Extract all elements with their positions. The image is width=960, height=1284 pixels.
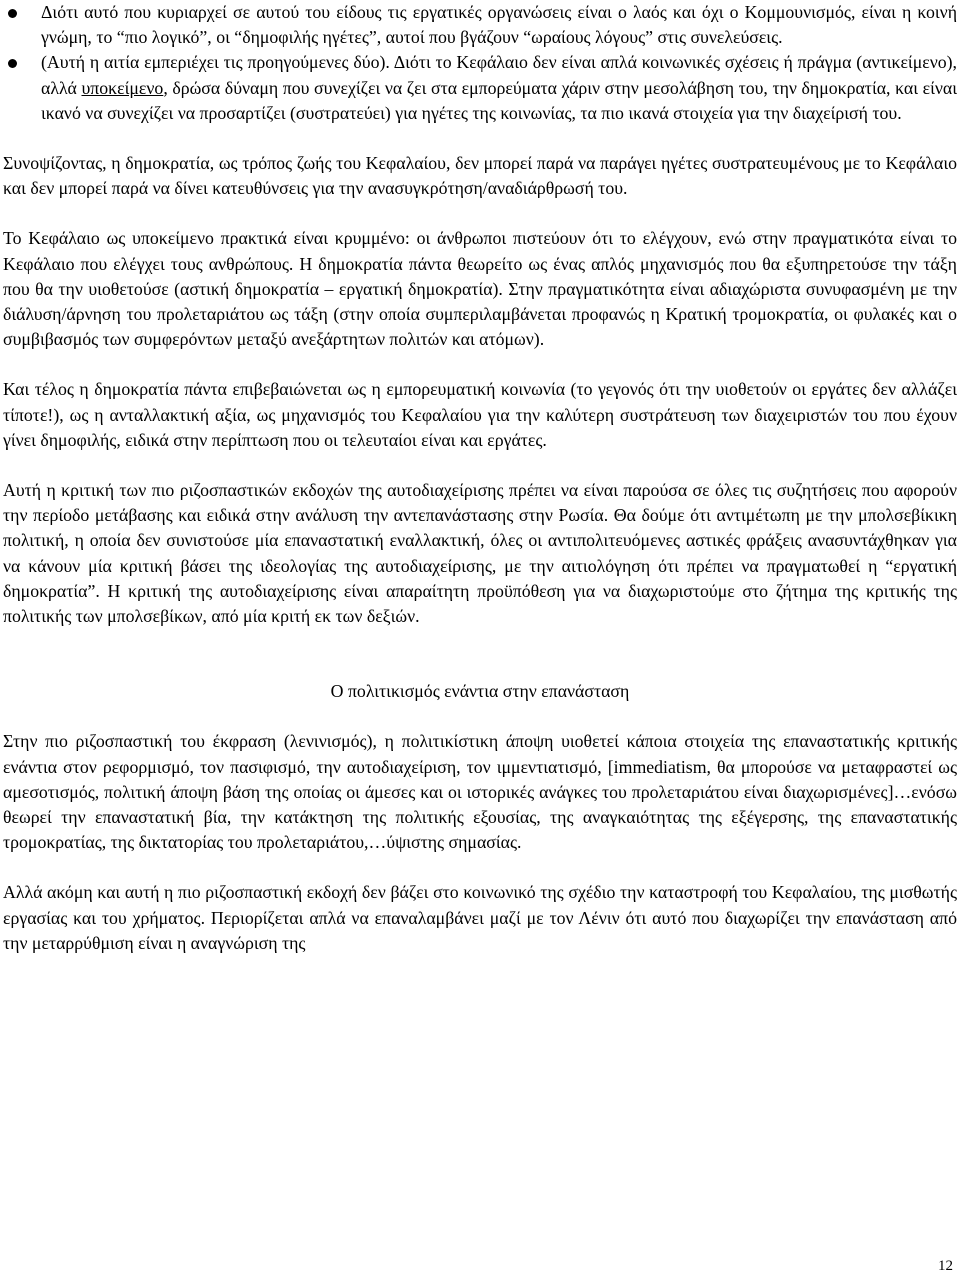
document-page — [3, 0, 957, 956]
paragraph: Συνοψίζοντας, η δημοκρατία, ως τρόπος ζωής του Κεφαλαίου, δεν μπορεί παρά να παράγει ηγέτες συστρατευμένους με το Κεφάλαιο και δεν μπορεί παρά να δίνει κατευθύνσεις για την ανασυγκρότηση/αναδιάρθρωσή του. — [3, 153, 957, 199]
bullet-text: Διότι αυτό που κυριαρχεί σε αυτού του είδους τις εργατικές οργανώσεις είναι ο λαός και όχι ο Κομμουνισμός, είναι η κοινή γνώμη, το “πιο λογικό”, οι “δημοφιλής ηγέτες”, αυτοί που βγάζουν “ωραίους λόγους” στις συνελεύσεις. — [41, 2, 957, 48]
paragraph: Στην πιο ριζοσπαστική του έκφραση (λενινισμός), η πολιτικίστικη άποψη υιοθετεί κάποια στοιχεία της επαναστατικής κριτικής ενάντια στον ρεφορμισμό, τον πασιφισμό, την αυτοδιαχείριση, τον ιμμεντιατισμό, [immediatism, θα μπορούσε να μεταφραστεί ως αμεσοτισμός, πολιτική άποψη βάση της οποίας οι άμεσες και οι ιστορικές ανάγκες του προλεταριάτου είναι διαχωρισμένες]…ενόσω θεωρεί την επαναστατική βία, την κατάκτηση της πολιτικής εξουσίας, της αναγκαιότητας της εξέγερσης, της επαναστατικής τρομοκρατίας, της δικτατορίας του προλεταριάτου,…ύψιστης σημασίας. — [3, 731, 957, 853]
section-heading: Ο πολιτικισμός ενάντια στην επανάσταση — [330, 681, 630, 702]
bullet-icon — [8, 9, 17, 18]
underlined-term: υποκείμενο — [81, 77, 164, 98]
bullet-text-after: , δρώσα δύναμη που συνεχίζει να ζει στα εμπορεύματα χάριν στην μεσολάβηση του, την δημοκρατία, και είναι ικανό να συνεχίζει να προσαρτίζει (συστρατεύει) για ηγέτες της κοινωνίας, τα πιο ικανά στοιχεία για την διαχείρισή του. — [41, 77, 957, 123]
bullet-icon — [8, 59, 17, 68]
paragraph: Αυτή η κριτική των πιο ριζοσπαστικών εκδοχών της αυτοδιαχείρισης πρέπει να είναι παρούσα σε όλες τις συζητήσεις που αφορούν την περίοδο μετάβασης και ειδικά στην ανάλυση την αντεπανάστασης στην Ρωσία. Θα δούμε ότι αντιμέτωπη με την μπολσεβίκικη πολιτική, η οποία δεν συνιστούσε μία επαναστατική εναλλακτική, όλες οι αντιπολιτευόμενες αστικές φράξεις ανασυντάχθηκαν για να κάνουν μία κριτική βάσει της ιδεολογίας της αυτοδιαχείρισης, με την αιτιολόγηση ότι πρέπει να πραγματωθεί η “εργατική δημοκρατία”. Η κριτική της αυτοδιαχείρισης είναι απαραίτητη προϋπόθεση για να διαχωριστούμε στο ζήτημα της κριτικής της πολιτικής των μπολσεβίκων, από μία κριτή εκ των δεξιών. — [3, 480, 957, 627]
bullet-text-before: (Αυτή η αιτία εμπεριέχει τις προηγούμενες δύο). Διότι το Κεφάλαιο δεν είναι απλά κοινωνικές σχέσεις ή πράγμα (αντικείμενο), αλλά — [41, 52, 957, 98]
paragraph: Και τέλος η δημοκρατία πάντα επιβεβαιώνεται ως η εμπορευματική κοινωνία (το γεγονός ότι την υιοθετούν οι εργάτες δεν αλλάζει τίποτε!), ως η ανταλλακτική αξία, ως μηχανισμός του Κεφαλαίου για την καλύτερη συστράτευση των διαχειριστών του που έχουν γίνει δημοφιλής, ειδικά στην περίπτωση που οι τελευταίοι είναι και εργάτες. — [3, 379, 957, 450]
page-number: 12 — [938, 1258, 953, 1274]
bullet-item — [41, 0, 957, 50]
paragraph: Το Κεφάλαιο ως υποκείμενο πρακτικά είναι κρυμμένο: οι άνθρωποι πιστεύουν ότι το ελέγχουν, ενώ στην πραγματικότα είναι το Κεφάλαιο που ελέγχει τους ανθρώπους. Η δημοκρατία πάντα θεωρείτο ως ένας απλός μηχανισμός που θα εξυπηρετούσε την τάξη που θα την υιοθετούσε (αστική δημοκρατία – εργατική δημοκρατία). Στην πραγματικότητα είναι αδιαχώριστα συνυφασμένη με την διάλυση/άρνηση του προλεταριάτου ως τάξη (στην οποία συμπεριλαμβάνεται προφανώς η Κρατική τρομοκρατία, οι φυλακές και ο συμβιβασμός των συμφερόντων μεταξύ ανεξάρτητων πολιτών και ατόμων). — [3, 228, 957, 350]
bullet-item — [41, 50, 957, 126]
bullet-list — [3, 0, 957, 126]
paragraph: Αλλά ακόμη και αυτή η πιο ριζοσπαστική εκδοχή δεν βάζει στο κοινωνικό της σχέδιο την καταστροφή του Κεφαλαίου, της μισθωτής εργασίας και του χρήματος. Περιορίζεται απλά να επαναλαμβάνει μαζί με τον Λένιν ότι αυτό που διαχωρίζει την επανάσταση από την μεταρρύθμιση είναι η αναγνώριση της — [3, 882, 957, 953]
